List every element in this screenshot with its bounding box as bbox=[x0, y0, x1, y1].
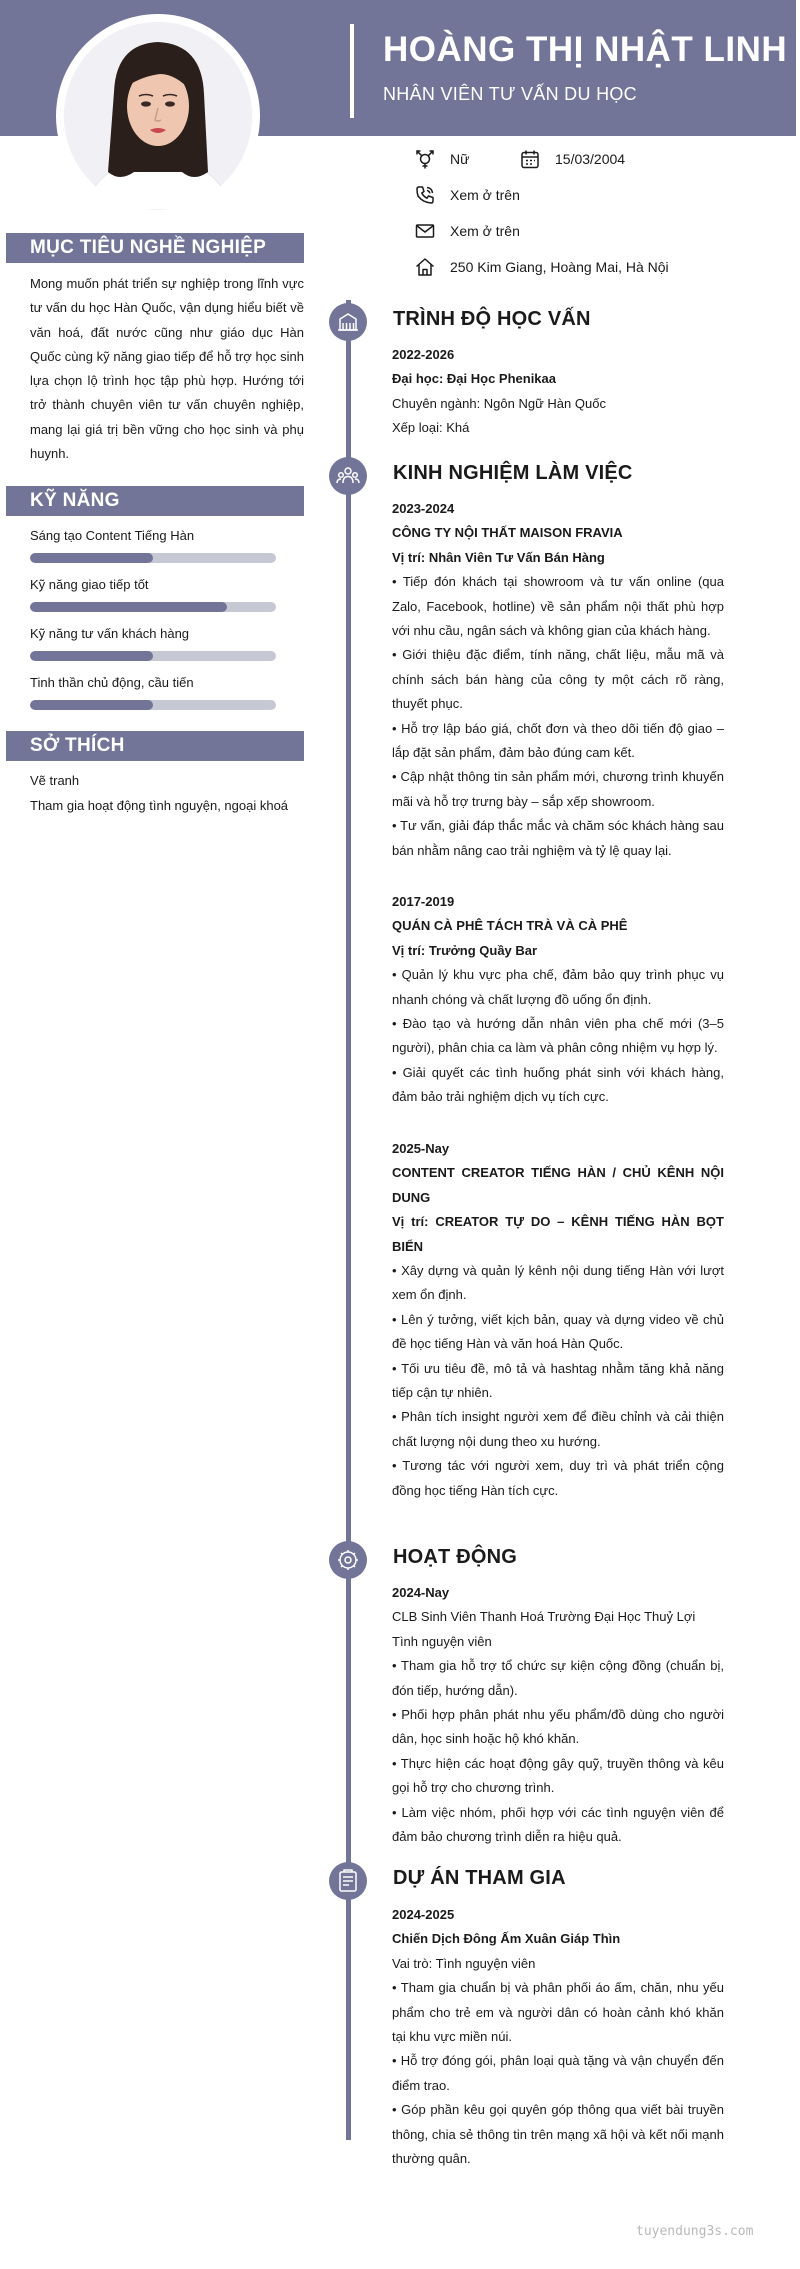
job-bullet: • Giới thiệu đặc điểm, tính năng, chất liệu, mẫu mã và chính sách bán hàng của công ty một cách rõ ràng, thuyết phục. bbox=[392, 647, 724, 712]
skill-bar bbox=[30, 602, 276, 612]
home-icon bbox=[414, 256, 436, 278]
activity-bullet: • Thực hiện các hoạt động gây quỹ, truyền thông và kêu gọi hỗ trợ cho chương trình. bbox=[392, 1755, 724, 1796]
activities-heading: HOẠT ĐỘNG bbox=[393, 1546, 518, 1568]
skill-label: Kỹ năng tư vấn khách hàng bbox=[30, 626, 190, 641]
watermark: tuyendung3s.com bbox=[636, 2224, 754, 2239]
job-position: Vị trí: Trưởng Quầy Bar bbox=[392, 942, 538, 958]
job-bullet: • Hỗ trợ lập báo giá, chốt đơn và theo dõi tiến độ giao – lắp đặt sản phẩm, đảm bảo đúng cam kết. bbox=[392, 720, 724, 761]
job-entry bbox=[392, 497, 724, 863]
hobby-item: Tham gia hoạt động tình nguyện, ngoại khoá bbox=[30, 798, 289, 813]
project-role: Vai trò: Tình nguyện viên bbox=[392, 1955, 536, 1971]
job-title: NHÂN VIÊN TƯ VẤN DU HỌC bbox=[383, 84, 637, 104]
project-name: Chiến Dịch Đông Ấm Xuân Giáp Thìn bbox=[392, 1931, 621, 1947]
job-period: 2023-2024 bbox=[392, 501, 455, 516]
education-grade: Xếp loại: Khá bbox=[392, 420, 470, 436]
activity-bullet: • Tham gia hỗ trợ tổ chức sự kiện cộng đồng (chuẩn bị, đón tiếp, hướng dẫn). bbox=[392, 1658, 724, 1698]
job-bullet: • Giải quyết các tình huống phát sinh với khách hàng, đảm bảo trải nghiệm dịch vụ tích cực. bbox=[392, 1064, 724, 1105]
project-bullet: • Tham gia chuẩn bị và phân phối áo ấm, chăn, nhu yếu phẩm cho trẻ em và người dân có hoàn cảnh khó khăn tại khu vực miền núi. bbox=[392, 1980, 724, 2045]
education-major: Chuyên ngành: Ngôn Ngữ Hàn Quốc bbox=[392, 395, 606, 411]
skill-bar bbox=[30, 700, 276, 710]
skill-bar bbox=[30, 651, 276, 661]
skill-label: Sáng tạo Content Tiếng Hàn bbox=[30, 528, 195, 543]
skill-label: Kỹ năng giao tiếp tốt bbox=[30, 577, 149, 592]
job-period: 2025-Nay bbox=[392, 1141, 450, 1156]
job-bullet: • Lên ý tưởng, viết kịch bản, quay và dựng video về chủ đề học tiếng Hàn và văn hoá Hàn Quốc. bbox=[392, 1311, 724, 1352]
job-bullet: • Phân tích insight người xem để điều chỉnh và cải thiện chất lượng nội dung theo xu hướng. bbox=[392, 1409, 724, 1449]
avatar bbox=[56, 14, 260, 218]
activities-icon bbox=[329, 1541, 367, 1579]
activity-bullet: • Phối hợp phân phát nhu yếu phẩm/đồ dùng cho người dân, học sinh hoặc hộ khó khăn. bbox=[392, 1707, 724, 1747]
activity-entry bbox=[392, 1581, 724, 1849]
project-bullet: • Hỗ trợ đóng gói, phân loại quà tặng và vận chuyển đến điểm trao. bbox=[392, 2053, 724, 2093]
birthday-value: 15/03/2004 bbox=[555, 151, 626, 167]
education-period: 2022-2026 bbox=[392, 347, 455, 362]
activity-bullet: • Làm việc nhóm, phối hợp với các tình nguyện viên để đảm bảo chương trình diễn ra hiệu quả. bbox=[392, 1804, 724, 1845]
objective-heading: MỤC TIÊU NGHỀ NGHIỆP bbox=[6, 233, 304, 263]
skill-bar-fill bbox=[30, 700, 153, 710]
candidate-name: HOÀNG THỊ NHẬT LINH bbox=[383, 30, 788, 69]
phone-row bbox=[414, 183, 520, 207]
project-bullet: • Góp phần kêu gọi quyên góp thông qua viết bài truyền thông, chia sẻ thông tin trên mạng xã hội và kết nối mạnh thường quân. bbox=[392, 2102, 724, 2167]
activity-role: Tình nguyện viên bbox=[392, 1633, 492, 1649]
phone-icon bbox=[414, 184, 436, 206]
birthday-row bbox=[519, 147, 625, 171]
skill-bar bbox=[30, 553, 276, 563]
skills-heading: KỸ NĂNG bbox=[6, 486, 304, 516]
job-company: CÔNG TY NỘI THẤT MAISON FRAVIA bbox=[392, 525, 623, 541]
gender-value: Nữ bbox=[450, 151, 470, 167]
job-bullet: • Tối ưu tiêu đề, mô tả và hashtag nhằm tăng khả năng tiếp cận tự nhiên. bbox=[392, 1360, 724, 1401]
job-bullet: • Tư vấn, giải đáp thắc mắc và chăm sóc khách hàng sau bán nhằm nâng cao trải nghiệm và tỷ lệ quay lại. bbox=[392, 818, 724, 858]
job-position: Vị trí: CREATOR TỰ DO – KÊNH TIẾNG HÀN BỌT BIỂN bbox=[392, 1214, 724, 1254]
gender-row bbox=[414, 147, 469, 171]
job-bullet: • Tiếp đón khách tại showroom và tư vấn online (qua Zalo, Facebook, hotline) về sản phẩm nội thất phù hợp với nhu cầu, ngân sách và không gian của khách hàng. bbox=[392, 574, 724, 639]
skill-label: Tinh thần chủ động, cầu tiến bbox=[30, 675, 194, 690]
job-bullet: • Xây dựng và quản lý kênh nội dung tiếng Hàn với lượt xem ổn định. bbox=[392, 1263, 724, 1303]
job-company: CONTENT CREATOR TIẾNG HÀN / CHỦ KÊNH NỘI DUNG bbox=[392, 1165, 724, 1205]
experience-heading: KINH NGHIỆM LÀM VIỆC bbox=[393, 462, 633, 484]
hobby-item: Vẽ tranh bbox=[30, 773, 80, 788]
job-bullet: • Tương tác với người xem, duy trì và phát triển cộng đồng học tiếng Hàn tích cực. bbox=[392, 1458, 724, 1498]
education-heading: TRÌNH ĐỘ HỌC VẤN bbox=[393, 308, 591, 330]
experience-icon bbox=[329, 457, 367, 495]
job-bullet: • Quản lý khu vực pha chế, đảm bảo quy trình phục vụ nhanh chóng và chất lượng đồ uống ổn định. bbox=[392, 967, 724, 1007]
job-company: QUÁN CÀ PHÊ TÁCH TRÀ VÀ CÀ PHÊ bbox=[392, 918, 628, 934]
projects-icon bbox=[329, 1862, 367, 1900]
avatar-photo bbox=[64, 22, 252, 210]
address-value: 250 Kim Giang, Hoàng Mai, Hà Nội bbox=[450, 259, 669, 275]
education-school: Đại học: Đại Học Phenikaa bbox=[392, 371, 556, 387]
job-bullet: • Đào tạo và hướng dẫn nhân viên pha chế mới (3–5 người), phân chia ca làm và phân công nhiệm vụ hợp lý. bbox=[392, 1016, 724, 1056]
address-row bbox=[414, 255, 669, 279]
email-icon bbox=[414, 220, 436, 242]
job-bullet: • Cập nhật thông tin sản phẩm mới, chương trình khuyến mãi và hỗ trợ trưng bày – sắp xếp showroom. bbox=[392, 769, 724, 809]
job-period: 2017-2019 bbox=[392, 894, 455, 909]
skill-bar-fill bbox=[30, 651, 153, 661]
skill-bar-fill bbox=[30, 602, 227, 612]
education-icon bbox=[329, 303, 367, 341]
projects-heading: DỰ ÁN THAM GIA bbox=[393, 1867, 566, 1889]
header-divider bbox=[350, 24, 354, 118]
email-row bbox=[414, 219, 520, 243]
job-entry bbox=[392, 890, 724, 1110]
job-position: Vị trí: Nhân Viên Tư Vấn Bán Hàng bbox=[392, 549, 605, 565]
education-block bbox=[392, 343, 724, 441]
skill-bar-fill bbox=[30, 553, 153, 563]
project-entry bbox=[392, 1903, 724, 2171]
activity-organization: CLB Sinh Viên Thanh Hoá Trường Đại Học Thuỷ Lợi bbox=[392, 1609, 696, 1625]
gender-icon bbox=[414, 148, 436, 170]
activity-period: 2024-Nay bbox=[392, 1585, 450, 1600]
project-period: 2024-2025 bbox=[392, 1907, 455, 1922]
email-value: Xem ở trên bbox=[450, 223, 520, 239]
hobbies-heading: SỞ THÍCH bbox=[6, 731, 304, 761]
job-entry bbox=[392, 1137, 724, 1503]
calendar-icon bbox=[519, 148, 541, 170]
objective-text: Mong muốn phát triển sự nghiệp trong lĩnh vực tư vấn du học Hàn Quốc, vận dụng hiểu biết về văn hoá, đất nước cũng như giáo dục Hàn Quốc cùng kỹ năng giao tiếp để hỗ trợ học sinh lựa chọn lộ trình học tập phù hợp. Hướng tới trở thành chuyên viên tư vấn chuyên nghiệp, mang lại giá trị bền vững cho học sinh và phụ huynh. bbox=[30, 276, 304, 462]
phone-value: Xem ở trên bbox=[450, 187, 520, 203]
